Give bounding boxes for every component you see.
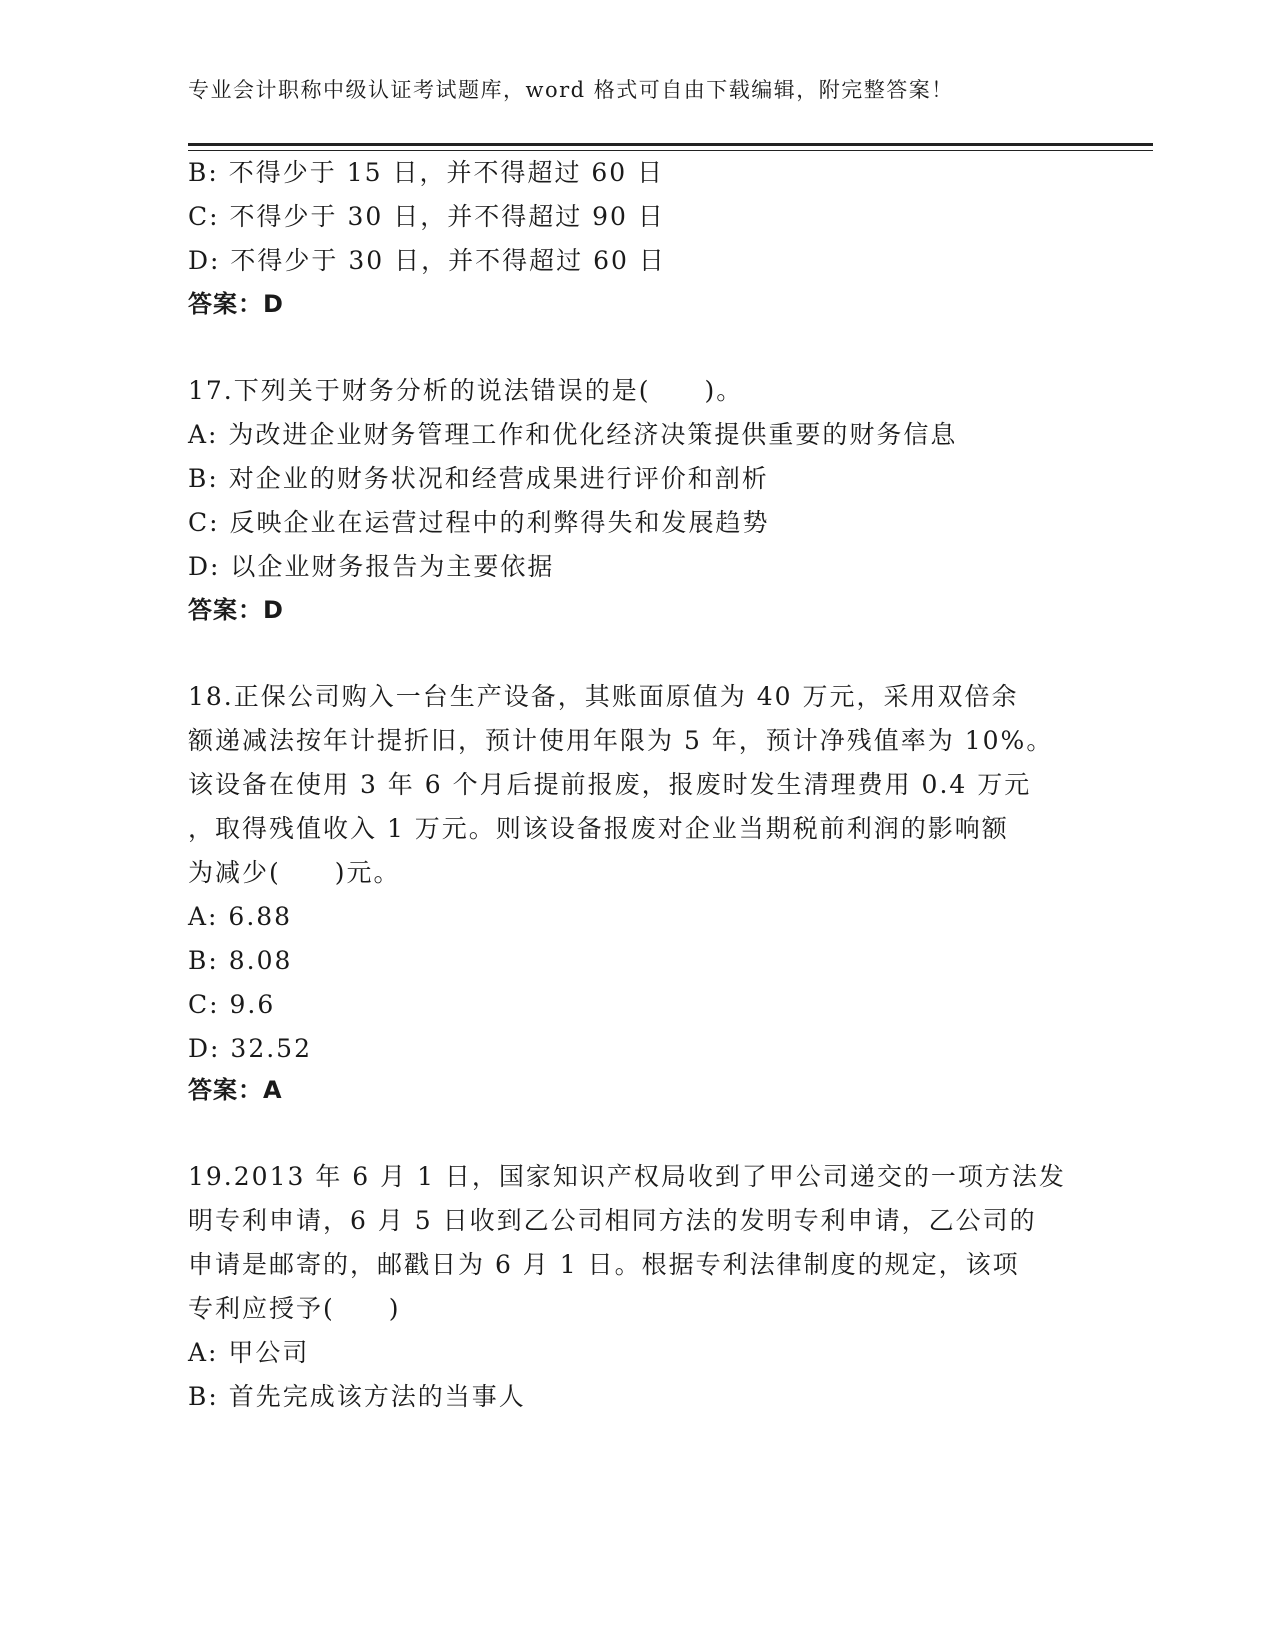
option-a: A: 为改进企业财务管理工作和优化经济决策提供重要的财务信息 bbox=[188, 420, 958, 449]
page-header: 专业会计职称中级认证考试题库，word 格式可自由下载编辑，附完整答案！ bbox=[188, 78, 954, 102]
answer-label: 答案：A bbox=[188, 1076, 283, 1104]
question-19-stem-line: 申请是邮寄的，邮戳日为 6 月 1 日。根据专利法律制度的规定，该项 bbox=[188, 1250, 1020, 1279]
option-a: A: 甲公司 bbox=[188, 1338, 310, 1367]
question-19-stem-line: 明专利申请，6 月 5 日收到乙公司相同方法的发明专利申请，乙公司的 bbox=[188, 1206, 1037, 1235]
option-d: D: 以企业财务报告为主要依据 bbox=[188, 552, 555, 581]
option-d: D: 32.52 bbox=[188, 1034, 312, 1063]
option-c: C: 反映企业在运营过程中的利弊得失和发展趋势 bbox=[188, 508, 770, 537]
question-18-stem-line: 18.正保公司购入一台生产设备，其账面原值为 40 万元，采用双倍余 bbox=[188, 682, 1019, 711]
option-c: C: 不得少于 30 日，并不得超过 90 日 bbox=[188, 202, 665, 231]
question-18-stem-line: 为减少( )元。 bbox=[188, 858, 401, 887]
header-rule-thin bbox=[188, 150, 1153, 151]
option-d: D: 不得少于 30 日，并不得超过 60 日 bbox=[188, 246, 666, 275]
question-19-stem-line: 专利应授予( ) bbox=[188, 1294, 401, 1323]
question-18-stem-line: 额递减法按年计提折旧，预计使用年限为 5 年，预计净残值率为 10%。 bbox=[188, 726, 1054, 755]
header-rule-thick bbox=[188, 143, 1153, 146]
option-b: B: 首先完成该方法的当事人 bbox=[188, 1382, 526, 1411]
option-b: B: 对企业的财务状况和经营成果进行评价和剖析 bbox=[188, 464, 769, 493]
option-b: B: 8.08 bbox=[188, 946, 293, 975]
question-19-stem-line: 19.2013 年 6 月 1 日，国家知识产权局收到了甲公司递交的一项方法发 bbox=[188, 1162, 1066, 1191]
option-c: C: 9.6 bbox=[188, 990, 276, 1019]
question-17-stem: 17.下列关于财务分析的说法错误的是( )。 bbox=[188, 376, 744, 405]
answer-label: 答案：D bbox=[188, 290, 284, 318]
option-b: B: 不得少于 15 日，并不得超过 60 日 bbox=[188, 158, 665, 187]
question-18-stem-line: 该设备在使用 3 年 6 个月后提前报废，报废时发生清理费用 0.4 万元 bbox=[188, 770, 1032, 799]
option-a: A: 6.88 bbox=[188, 902, 293, 931]
question-18-stem-line: ，取得残值收入 1 万元。则该设备报废对企业当期税前利润的影响额 bbox=[188, 814, 1009, 843]
answer-label: 答案：D bbox=[188, 596, 284, 624]
